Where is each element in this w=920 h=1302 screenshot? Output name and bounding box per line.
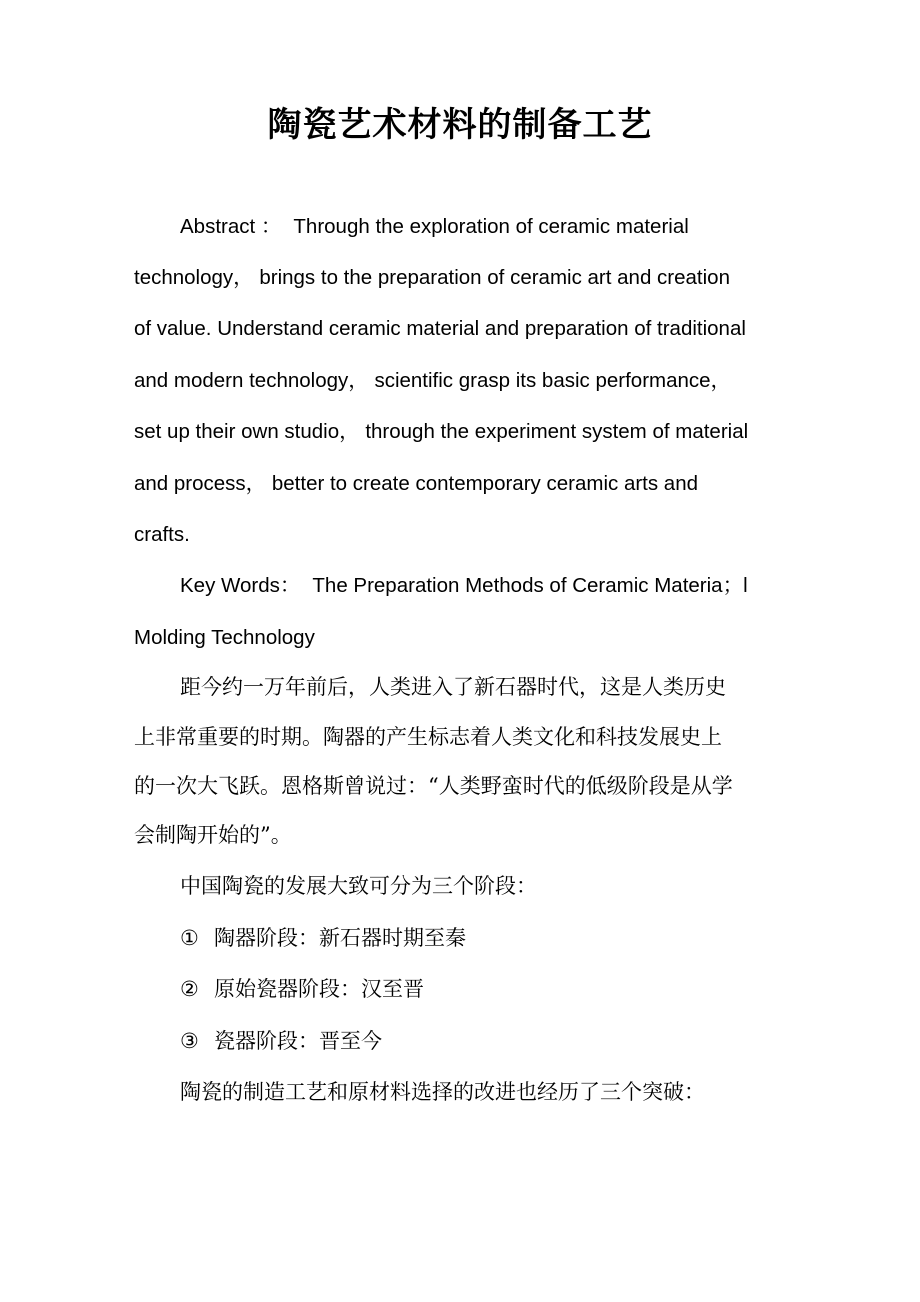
intro-line-3: 的一次大飞跃。恩格斯曾说过：“人类野蛮时代的低级阶段是从学 <box>134 774 733 798</box>
document-title: 陶瓷艺术材料的制备工艺 <box>267 105 653 145</box>
abstract-line-6: and process， better to create contemporary ceramic arts and <box>134 472 699 495</box>
stage-text: 瓷器阶段：晋至今 <box>214 1029 382 1053</box>
abstract-line-3: of value. Understand ceramic material and preparation of traditional <box>134 317 746 340</box>
stage-item-2 <box>180 974 424 1004</box>
stage-item-1 <box>180 923 466 953</box>
intro-line-1: 距今约一万年前后，人类进入了新石器时代，这是人类历史 <box>180 675 726 699</box>
stage-text: 陶器阶段：新石器时期至秦 <box>214 926 466 950</box>
abstract-line-2: technology， brings to the preparation of ceramic art and creation <box>134 266 730 289</box>
abstract-line-1 <box>180 212 689 242</box>
stages-intro: 中国陶瓷的发展大致可分为三个阶段： <box>180 874 537 898</box>
abstract-line-4: and modern technology， scientific grasp its basic performance， <box>134 369 732 392</box>
keywords-label: Key Words： <box>180 574 301 597</box>
stage-marker: ② <box>180 977 199 1001</box>
abstract-label: Abstract ： <box>180 215 282 238</box>
breakthroughs-intro: 陶瓷的制造工艺和原材料选择的改进也经历了三个突破： <box>180 1080 705 1104</box>
keywords-line-2: Molding Technology <box>134 626 315 649</box>
stage-marker: ③ <box>180 1029 199 1053</box>
keywords-text: The Preparation Methods of Ceramic Materia；l <box>312 574 748 597</box>
stage-marker: ① <box>180 926 199 950</box>
stage-text: 原始瓷器阶段：汉至晋 <box>214 977 424 1001</box>
abstract-line-7: crafts. <box>134 523 190 546</box>
abstract-text: Through the exploration of ceramic material <box>293 215 689 238</box>
intro-line-2: 上非常重要的时期。陶器的产生标志着人类文化和科技发展史上 <box>134 725 722 749</box>
intro-line-4: 会制陶开始的”。 <box>134 823 292 847</box>
abstract-line-5: set up their own studio， through the experiment system of material <box>134 420 749 443</box>
keywords-line-1 <box>180 571 748 601</box>
stage-item-3 <box>180 1026 382 1056</box>
